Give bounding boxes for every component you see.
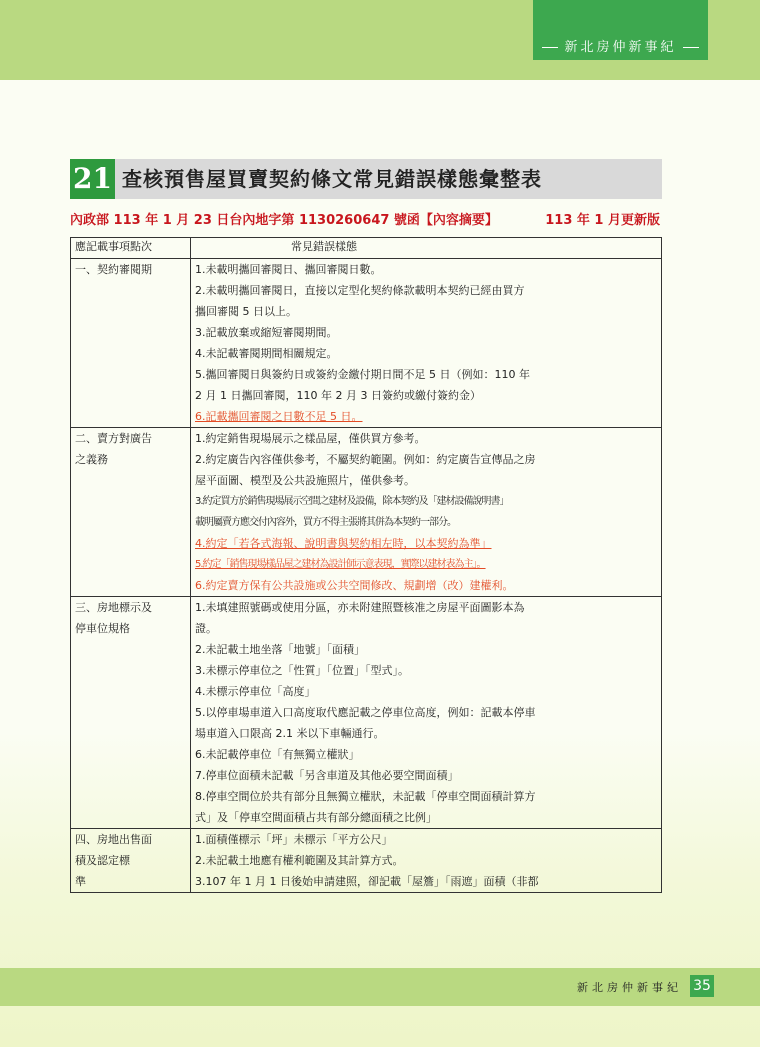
error-line: 1.約定銷售現場展示之樣品屋，僅供買方參考。 (195, 432, 426, 445)
error-line-highlighted: 5.約定「銷售現場樣品屋之建材為設計師示意表現，實際以建材表為主」。 (195, 559, 486, 570)
update-note: 113 年 1 月更新版 (545, 213, 660, 228)
header-cell-item: 應記載事項點次 (71, 238, 191, 259)
page-number: 35 (690, 975, 714, 997)
error-line: 2.約定廣告內容僅供參考，不屬契約範圍。例如：約定廣告宣傳品之房 (195, 453, 536, 466)
category-label: 準 (75, 875, 86, 888)
error-line: 8.停車空間位於共有部分且無獨立權狀，未記載「停車空間面積計算方 (195, 790, 536, 803)
error-line: 1.未載明攜回審閱日、攜回審閱日數。 (195, 263, 382, 276)
error-line: 3.約定買方於銷售現場展示空間之建材及設備，除本契約及「建材設備說明書」 (195, 496, 509, 507)
category-label: 一、契約審閱期 (75, 263, 152, 276)
error-line-highlighted: 4.約定「若各式海報、說明書與契約相左時，以本契約為準」 (195, 537, 492, 550)
category-cell (71, 259, 191, 428)
error-line: 3.未標示停車位之「性質」「位置」「型式」。 (195, 664, 409, 677)
error-line: 4.未標示停車位「高度」 (195, 685, 316, 698)
error-line: 7.停車位面積未記載「另含車道及其他必要空間面積」 (195, 769, 459, 782)
error-line: 6.未記載停車位「有無獨立權狀」 (195, 748, 360, 761)
table-row (71, 829, 662, 893)
category-cell (71, 597, 191, 829)
error-line: 2.未記載土地坐落「地號」「面積」 (195, 643, 365, 656)
error-line: 2.未記載土地應有權利範圍及其計算方式。 (195, 854, 404, 867)
category-label: 二、賣方對廣告 (75, 432, 152, 445)
error-line: 5.以停車場車道入口高度取代應記載之停車位高度，例如：記載本停車 (195, 706, 536, 719)
footer-brand: 新北房仲新事紀 (577, 981, 682, 994)
error-line: 場車道入口限高 2.1 米以下車輛通行。 (195, 727, 385, 740)
header-cell-errors: 常見錯誤樣態 (191, 238, 662, 259)
table-row (71, 428, 662, 597)
error-line: 2 月 1 日攜回審閱，110 年 2 月 3 日簽約或繳付簽約金） (195, 389, 481, 402)
error-table (70, 237, 662, 893)
header-brand: 新北房仲新事紀 (533, 36, 708, 55)
error-line-highlighted: 6.約定賣方保有公共設施或公共空間修改、規劃增（改）建權利。 (195, 579, 514, 592)
error-line: 2.未載明攜回審閱日，直接以定型化契約條款載明本契約已經由買方 (195, 284, 525, 297)
error-line: 1.未填建照號碼或使用分區，亦未附建照暨核准之房屋平面圖影本為 (195, 601, 525, 614)
table-row (71, 259, 662, 428)
category-label: 三、房地標示及 (75, 601, 152, 614)
category-label: 積及認定標 (75, 854, 130, 867)
category-label: 停車位規格 (75, 622, 130, 635)
error-line-highlighted: 6.記載攜回審閱之日數不足 5 日。 (195, 410, 363, 423)
category-label: 四、房地出售面 (75, 833, 152, 846)
section-number: 21 (70, 159, 115, 199)
errors-cell (191, 428, 662, 597)
section-heading (70, 159, 662, 199)
section-title: 查核預售屋買賣契約條文常見錯誤樣態彙整表 (122, 167, 542, 191)
error-line: 3.107 年 1 月 1 日後始申請建照，卻記載「屋簷」「雨遮」面積（非都 (195, 875, 539, 888)
error-line: 3.記載放棄或縮短審閱期間。 (195, 326, 338, 339)
error-line: 載明屬賣方應交付內容外，買方不得主張將其併為本契約一部分。 (195, 517, 456, 528)
category-label: 之義務 (75, 453, 108, 466)
category-cell (71, 829, 191, 893)
error-line: 4.未記載審閱期間相關規定。 (195, 347, 338, 360)
category-cell (71, 428, 191, 597)
error-line: 式」及「停車空間面積占共有部分總面積之比例」 (195, 811, 437, 824)
error-line: 攜回審閱 5 日以上。 (195, 305, 297, 318)
error-line: 1.面積僅標示「坪」未標示「平方公尺」 (195, 833, 393, 846)
document-subtitle: 內政部 113 年 1 月 23 日台內地字第 1130260647 號函【內容摘要】 (70, 213, 498, 228)
table-header-row (71, 238, 662, 259)
errors-cell (191, 259, 662, 428)
error-line: 證。 (195, 622, 217, 635)
table-row (71, 597, 662, 829)
errors-cell (191, 597, 662, 829)
error-line: 屋平面圖、模型及公共設施照片，僅供參考。 (195, 474, 415, 487)
error-line: 5.攜回審閱日與簽約日或簽約金繳付期日間不足 5 日（例如：110 年 (195, 368, 530, 381)
errors-cell (191, 829, 662, 893)
